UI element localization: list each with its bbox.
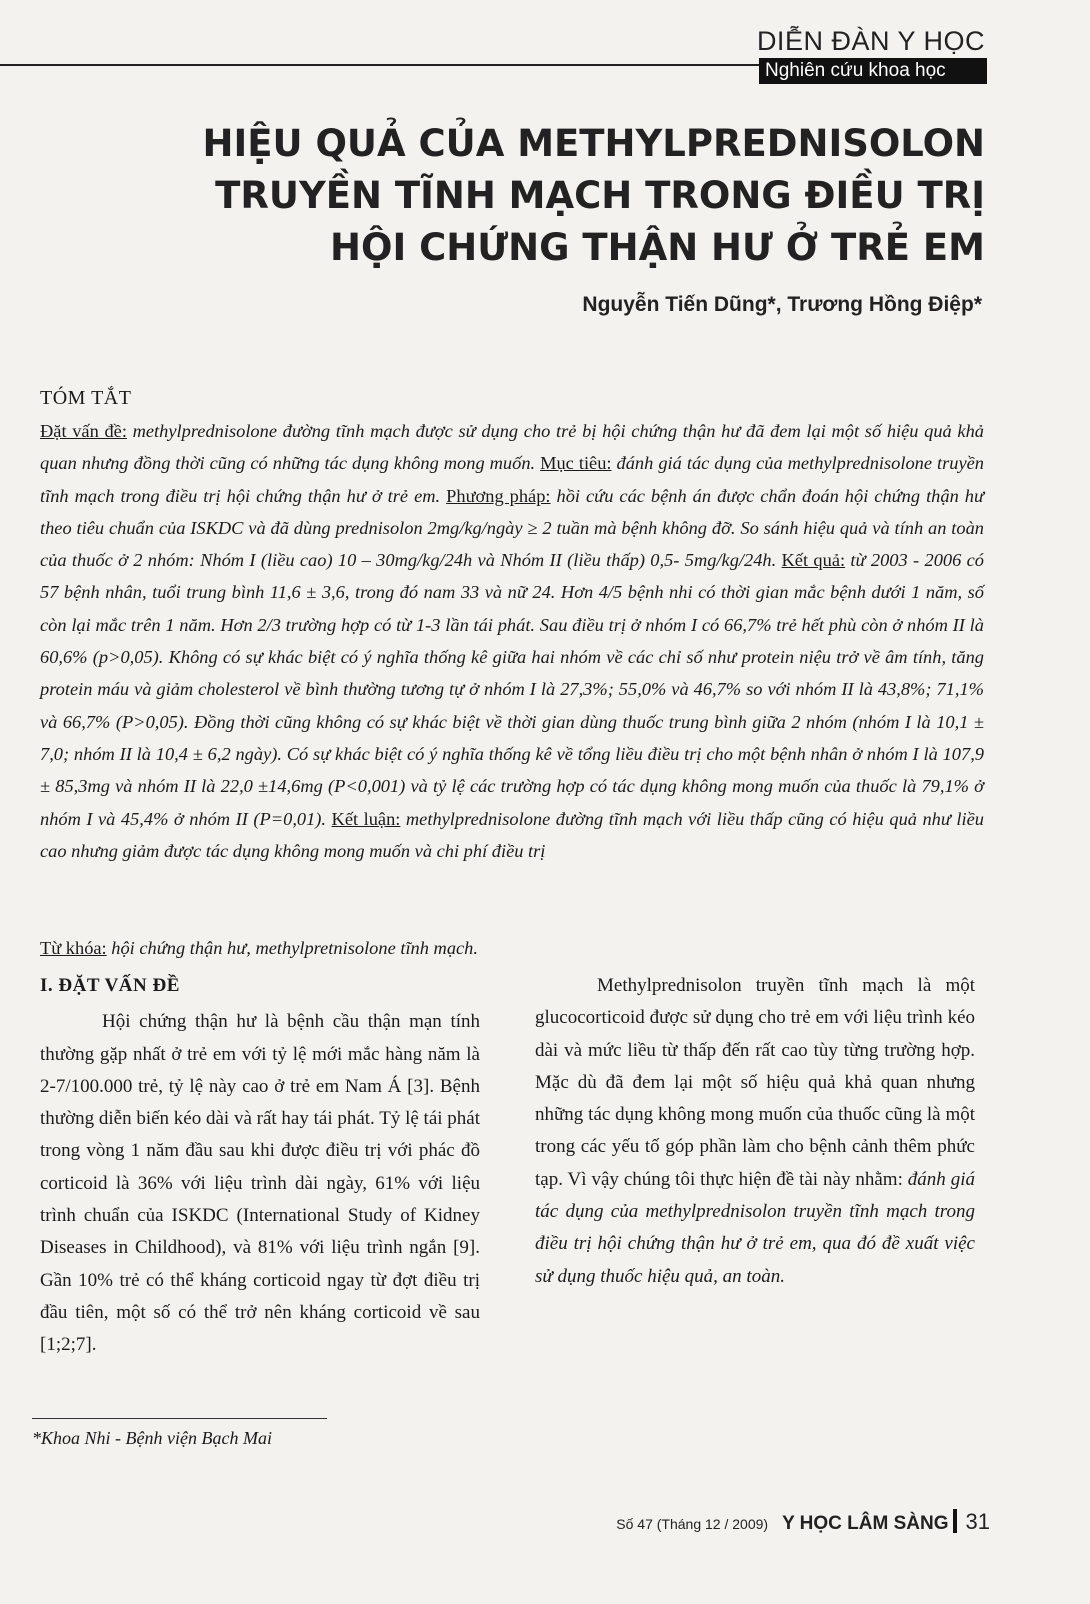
title-line: HỘI CHỨNG THẬN HƯ Ở TRẺ EM [330,226,985,269]
footnote: *Khoa Nhi - Bệnh viện Bạch Mai [32,1428,272,1448]
background-text: methylprednisolone đường tĩnh mạch được sử dụng cho trẻ bị hội chứng thận hư đã đem lại một số hiệu quả khả quan nhưng đồng thời cũng có những tác dụng không mong muốn. [40,421,984,474]
intro-paragraph-continued [535,970,975,1293]
study-aim: đánh giá tác dụng của methylprednisolon truyền tĩnh mạch trong điều trị hội chứng thận hư ở trẻ em, qua đó đề xuất việc sử dụng thuốc hiệu quả, an toàn. [535,1168,975,1287]
results-label: Kết quả: [781,550,846,571]
results-text: từ 2003 - 2006 có 57 bệnh nhân, tuổi trung bình 11,6 ± 3,6, trong đó nam 33 và nữ 24. Hơn 4/5 bệnh nhi có thời gian mắc bệnh dưới 1 năm, số còn lại mắc trên 1 năm. Hơn 2/3 trường hợp có từ 1-3 lần tái phát. Sau điều trị ở nhóm I có 66,7% trẻ hết phù còn ở nhóm II là 60,6% (p>0,05). Không có sự khác biệt có ý nghĩa thống kê giữa hai nhóm về các chỉ số như protein niệu trở về âm tính, tăng protein máu và giảm cholesterol về bình thường tương tự ở nhóm I là 27,3%; 55,0% và 46,7% so với nhóm II là 43,8%; 71,1% và 66,7% (P>0,05). Đồng thời cũng không có sự khác biệt về thời gian dùng thuốc trung bình giữa 2 nhóm (nhóm I là 10,1 ± 7,0; nhóm II là 10,4 ± 6,2 ngày). Có sự khác biệt có ý nghĩa thống kê về tổng liều điều trị cho một bệnh nhân ở nhóm I là 107,9 ± 85,3mg và nhóm II là 22,0 ±14,6mg (P<0,001) và tỷ lệ các trường hợp có tác dụng không mong muốn của thuốc là 79,1% ở nhóm I và 45,4% ở nhóm II (P=0,01). [40,550,984,829]
intro-paragraph: Hội chứng thận hư là bệnh cầu thận mạn tính thường gặp nhất ở trẻ em với tỷ lệ mới mắc hàng năm là 2-7/100.000 trẻ, tỷ lệ này cao ở trẻ em Nam Á [3]. Bệnh thường diễn biến kéo dài và rất hay tái phát. Tỷ lệ tái phát trong vòng 1 năm đầu sau khi được điều trị với phác đồ corticoid là 36% với liệu trình dài ngày, 61% với liệu trình chuẩn của ISKDC (International Study of Kidney Diseases in Childhood), và 81% với liệu trình ngắn [9]. Gần 10% trẻ có thể kháng corticoid ngay từ đợt điều trị đầu tiên, một số có thể trở nên kháng corticoid về sau [1;2;7]. [40,1011,480,1356]
paragraph-text: Methylprednisolon truyền tĩnh mạch là một glucocorticoid được sử dụng cho trẻ em với liệu trình kéo dài và mức liều từ thấp đến rất cao tùy từng trường hợp. Mặc dù đã đem lại một số hiệu quả khả quan nhưng những tác dụng không mong muốn của thuốc cũng là một trong các yếu tố góp phần làm cho bệnh cảnh thêm phức tạp. Vì vậy chúng tôi thực hiện đề tài này nhằm: [535,975,975,1190]
objective-text: đánh giá tác dụng của methylprednisolone truyền tĩnh mạch trong điều trị hội chứng thận hư ở trẻ em. [40,453,985,506]
conclusion-text: methylprednisolone đường tĩnh mạch với liều thấp cũng có hiệu quả như liều cao nhưng giảm được tác dụng không mong muốn và chi phí điều trị [40,808,984,861]
section-heading: I. ĐẶT VẤN ĐỀ [40,975,180,996]
page-number: 31 [965,1509,990,1534]
methods-label: Phương pháp: [446,485,551,506]
footer-journal-name: Y HỌC LÂM SÀNG [782,1513,949,1534]
title-line: TRUYỀN TĨNH MẠCH TRONG ĐIỀU TRỊ [215,174,985,217]
footnote-rule [32,1418,327,1419]
right-column [535,970,975,1293]
journal-header: DIỄN ĐÀN Y HỌC [756,26,985,56]
keywords-text: hội chứng thận hư, methylpretnisolone tĩnh mạch. [106,938,478,958]
footer-divider [953,1509,957,1533]
abstract-body [40,415,984,867]
header-rule [0,64,770,66]
left-column [40,970,480,1362]
article-title [185,118,985,274]
keywords-label: Từ khóa: [40,938,107,958]
title-line: HIỆU QUẢ CỦA METHYLPREDNISOLON [202,122,985,165]
authors: Nguyễn Tiến Dũng*, Trương Hồng Điệp* [582,293,982,316]
conclusion-label: Kết luận: [331,808,401,829]
objective-label: Mục tiêu: [540,453,612,474]
section-badge: Nghiên cứu khoa học [759,58,987,84]
keywords [40,933,984,963]
issue-info: Số 47 (Tháng 12 / 2009) [616,1516,769,1532]
background-label: Đặt vấn đề: [40,421,127,441]
page-footer [616,1505,990,1535]
abstract-heading: TÓM TẮT [40,387,132,409]
methods-text: hồi cứu các bệnh án được chẩn đoán hội chứng thận hư theo tiêu chuẩn của ISKDC và đã dùng prednisolon 2mg/kg/ngày ≥ 2 tuần mà bệnh không đỡ. So sánh hiệu quả và tính an toàn của thuốc ở 2 nhóm: Nhóm I (liều cao) 10 – 30mg/kg/24h và Nhóm II (liều thấp) 0,5- 5mg/kg/24h. [40,485,984,571]
